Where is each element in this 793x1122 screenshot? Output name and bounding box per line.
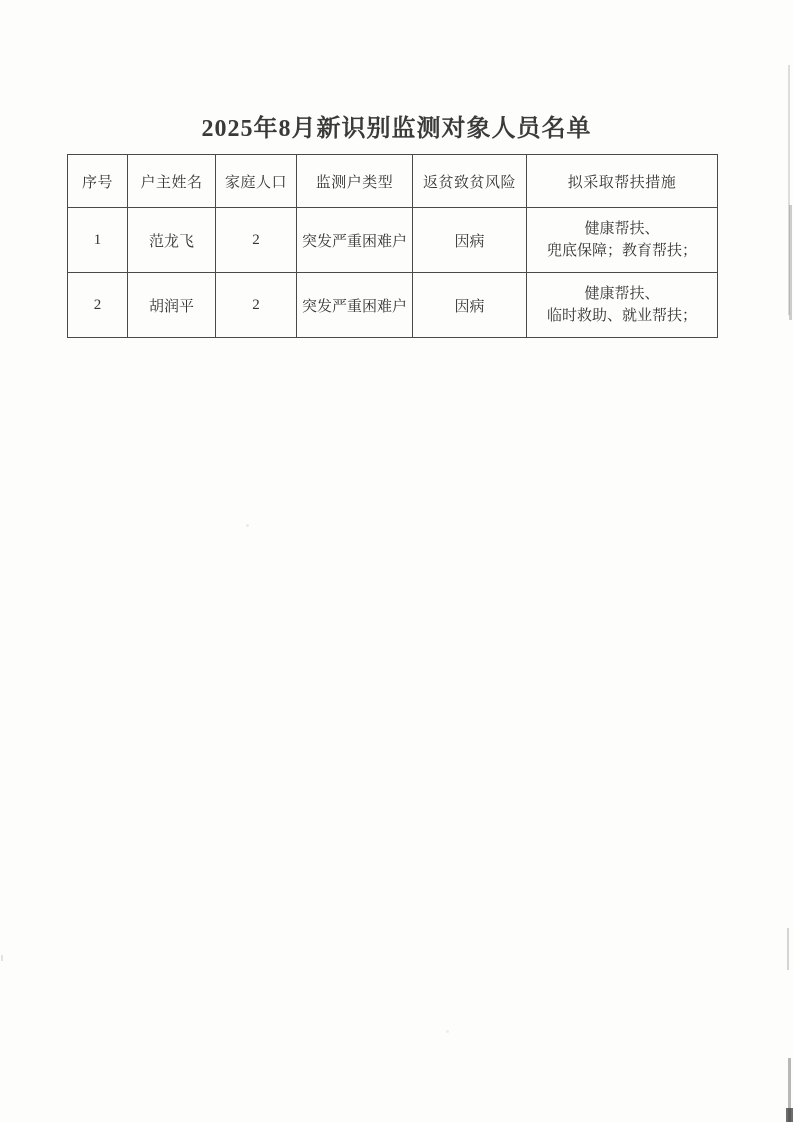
measures-line-2: 临时救助、就业帮扶；: [546, 308, 697, 324]
measures-line-1: 健康帮扶、: [584, 221, 660, 237]
cell-household-type: 突发严重困难户: [297, 273, 413, 338]
scan-speck: [246, 524, 249, 527]
header-family-size: 家庭人口: [216, 155, 297, 208]
monitoring-table-container: [67, 154, 718, 338]
header-serial: 序号: [68, 155, 128, 208]
cell-risk: 因病: [413, 208, 527, 273]
scan-streak: [788, 1058, 791, 1122]
scan-speck: [1, 955, 3, 961]
scan-speck: [446, 1030, 449, 1033]
document-title: 2025年8月新识别监测对象人员名单: [201, 116, 592, 142]
measures-line-1: 健康帮扶、: [584, 286, 660, 302]
measures-line-2: 兜底保障；教育帮扶；: [546, 243, 697, 259]
header-name: 户主姓名: [128, 155, 216, 208]
scan-streak: [789, 205, 792, 320]
cell-serial: 1: [68, 208, 128, 273]
cell-family-size: 2: [216, 273, 297, 338]
cell-measures: [527, 208, 718, 273]
table-row: [68, 208, 718, 273]
monitoring-table: [67, 154, 718, 338]
header-household-type: 监测户类型: [297, 155, 413, 208]
header-row: [68, 155, 718, 208]
scan-streak: [788, 65, 790, 315]
cell-family-size: 2: [216, 208, 297, 273]
cell-measures: [527, 273, 718, 338]
header-risk: 返贫致贫风险: [413, 155, 527, 208]
header-measures: 拟采取帮扶措施: [527, 155, 718, 208]
scan-corner-mark: [786, 1108, 793, 1122]
cell-name: 胡润平: [128, 273, 216, 338]
cell-risk: 因病: [413, 273, 527, 338]
cell-household-type: 突发严重困难户: [297, 208, 413, 273]
table-row: [68, 273, 718, 338]
cell-name: 范龙飞: [128, 208, 216, 273]
scan-streak: [787, 928, 789, 970]
cell-serial: 2: [68, 273, 128, 338]
